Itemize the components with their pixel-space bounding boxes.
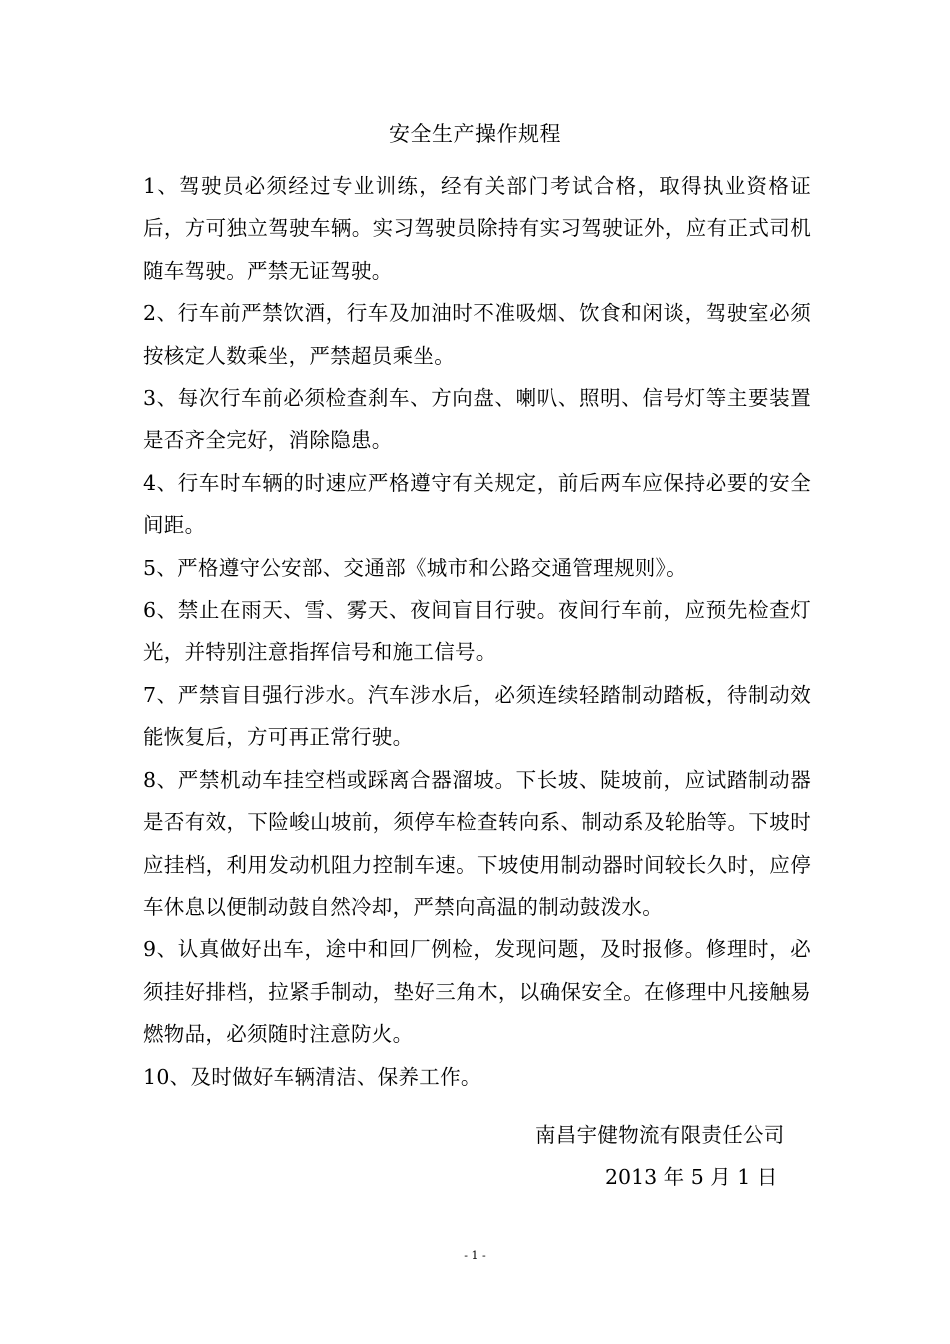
rule-item-10: 10、及时做好车辆清洁、保养工作。	[143, 1064, 482, 1089]
document-date: 2013 年 5 月 1 日	[605, 1165, 778, 1189]
rule-item-7: 7、严禁盲目强行涉水。汽车涉水后，必须连续轻踏制动踏板，待制动效能恢复后，方可再正常行驶。	[143, 682, 811, 750]
rule-item-4: 4、行车时车辆的时速应严格遵守有关规定，前后两车应保持必要的安全间距。	[143, 470, 811, 538]
document-title: 安全生产操作规程	[389, 122, 561, 146]
rules-list	[143, 165, 811, 1098]
rule-item-1: 1、驾驶员必须经过专业训练，经有关部门考试合格，取得执业资格证后，方可独立驾驶车辆。实习驾驶员除持有实习驾驶证外，应有正式司机随车驾驶。严禁无证驾驶。	[143, 174, 811, 283]
company-signature: 南昌宇健物流有限责任公司	[535, 1123, 785, 1147]
rule-item-6: 6、禁止在雨天、雪、雾天、夜间盲目行驶。夜间行车前，应预先检查灯光，并特别注意指挥信号和施工信号。	[143, 598, 811, 665]
rule-item-5: 5、严格遵守公安部、交通部《城市和公路交通管理规则》。	[143, 555, 687, 580]
page-number: - 1 -	[464, 1249, 486, 1262]
rule-item-8: 8、严禁机动车挂空档或踩离合器溜坡。下长坡、陡坡前，应试踏制动器是否有效，下险峻山坡前，须停车检查转向系、制动系及轮胎等。下坡时应挂档，利用发动机阻力控制车速。下坡使用制动器时间较长久时，应停车休息以便制动鼓自然冷却，严禁向高温的制动鼓泼水。	[143, 767, 811, 919]
rule-item-2: 2、行车前严禁饮酒，行车及加油时不准吸烟、饮食和闲谈，驾驶室必须按核定人数乘坐，严禁超员乘坐。	[143, 301, 811, 368]
rule-item-3: 3、每次行车前必须检查刹车、方向盘、喇叭、照明、信号灯等主要装置是否齐全完好，消除隐患。	[143, 386, 811, 453]
rule-item-9: 9、认真做好出车，途中和回厂例检，发现问题，及时报修。修理时，必须挂好排档，拉紧手制动，垫好三角木，以确保安全。在修理中凡接触易燃物品，必须随时注意防火。	[143, 937, 811, 1047]
